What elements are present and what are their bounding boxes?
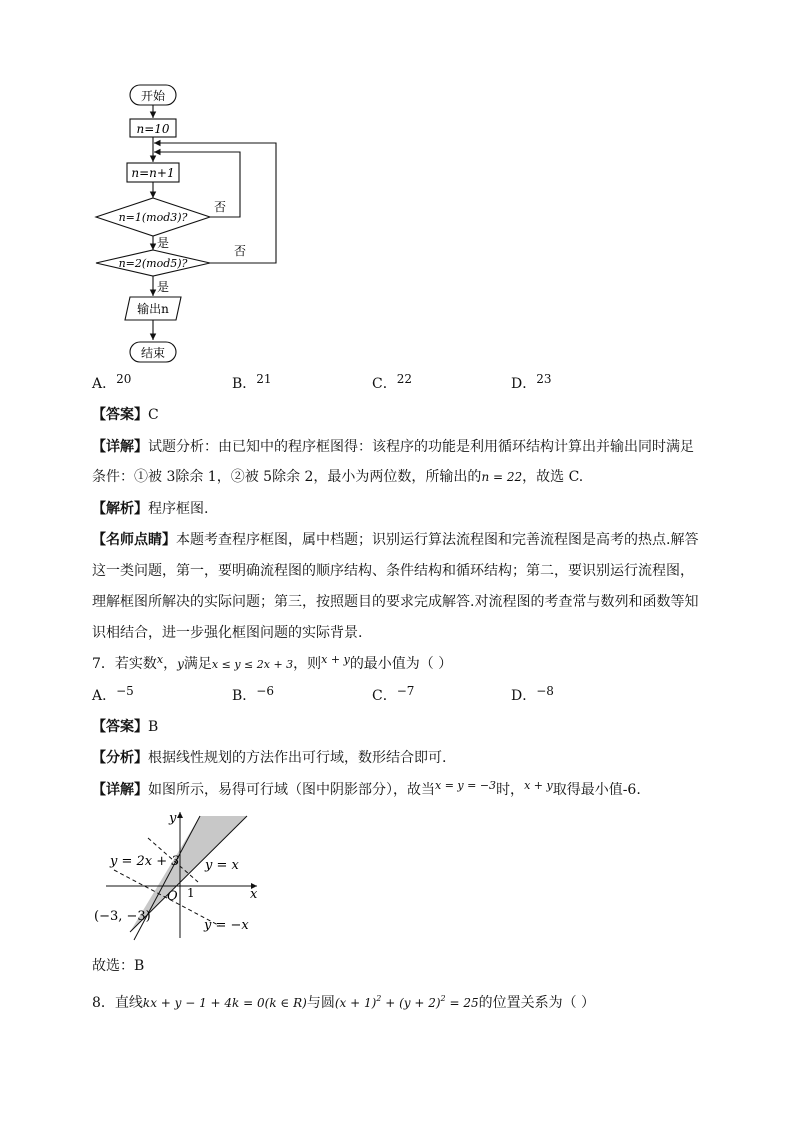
q6-analysis: 【解析】程序框图. bbox=[92, 501, 209, 517]
q7-detail: 【详解】如图所示，易得可行域（图中阴影部分），故当$^{x = y = -3}$时，$^{x + y}$取得最小值-6. bbox=[92, 779, 641, 798]
q7-answer: 【答案】B bbox=[92, 719, 159, 735]
q6-comment-line3: 理解框图所解决的实际问题；第三，按照题目的要求完成解答.对流程图的考查常与数列和函数等知 bbox=[92, 594, 699, 610]
flowchart-end-label: 结束 bbox=[140, 346, 166, 360]
q7-label-line1: y = 2x + 3 bbox=[110, 854, 180, 869]
q6-option-d: D．23 bbox=[511, 372, 552, 392]
q7-stem: 7．若实数$^x$，y满足x ≤ y ≤ 2x + 3，则$^{x + y}$的最小值为（ ） bbox=[92, 653, 453, 672]
q7-label-origin: O bbox=[167, 889, 178, 904]
flowchart-no2-label: 否 bbox=[234, 244, 247, 258]
q7-option-c: C．−7 bbox=[372, 684, 415, 704]
q6-option-b: B．21 bbox=[232, 372, 272, 392]
flowchart-step-label: n=n+1 bbox=[131, 166, 175, 180]
q7-label-y: y bbox=[169, 811, 177, 826]
q7-feasible-region-graph bbox=[92, 808, 262, 943]
q7-option-d: D．−8 bbox=[511, 684, 554, 704]
q6-comment-line1: 【名师点睛】本题考查程序框图，属中档题；识别运行算法流程图和完善流程图是高考的热点.解答 bbox=[92, 532, 699, 548]
flowchart-no1-label: 否 bbox=[214, 200, 227, 214]
q7-label-point: (−3, −3) bbox=[94, 909, 151, 924]
q7-conclusion: 故选：B bbox=[92, 958, 145, 974]
q6-detail-line1: 【详解】试题分析：由已知中的程序框图得：该程序的功能是利用循环结构计算出并输出同时满足 bbox=[92, 439, 694, 455]
q8-stem: 8．直线kx + y − 1 + 4k = 0(k ∈ R)与圆$(x + 1)^2 + (y + 2)^2 = 25$的位置关系为（ ） bbox=[92, 994, 596, 1011]
q6-option-a: A．20 bbox=[92, 372, 132, 392]
flowchart-yes2-label: 是 bbox=[157, 280, 170, 294]
q6-option-c: C．22 bbox=[372, 372, 412, 392]
q6-comment-line4: 识相结合，进一步强化框图问题的实际背景. bbox=[92, 625, 363, 641]
flowchart-init-label: n=10 bbox=[136, 122, 170, 136]
q7-label-line2: y = x bbox=[205, 858, 239, 873]
flowchart-cond2-label: n=2(mod5)? bbox=[118, 257, 188, 270]
q7-label-line3: y = −x bbox=[204, 918, 249, 933]
flowchart-output-label: 输出n bbox=[137, 302, 169, 316]
flowchart-cond1-label: n=1(mod3)? bbox=[118, 211, 188, 224]
flowchart-start-label: 开始 bbox=[140, 89, 166, 103]
flowchart-yes1-label: 是 bbox=[157, 236, 170, 250]
q7-analysis: 【分析】根据线性规划的方法作出可行域，数形结合即可. bbox=[92, 750, 447, 766]
q6-comment-line2: 这一类问题，第一，要明确流程图的顺序结构、条件结构和循环结构；第二，要识别运行流程图， bbox=[92, 563, 694, 579]
q7-option-b: B．−6 bbox=[232, 684, 274, 704]
q7-option-a: A．−5 bbox=[92, 684, 134, 704]
q6-answer: 【答案】C bbox=[92, 407, 159, 423]
q6-detail-line2: 条件：①被 3除余 1，②被 5除余 2，最小为两位数，所输出的n = 22，故选 C. bbox=[92, 469, 584, 485]
q7-label-one: 1 bbox=[187, 886, 195, 900]
flowchart bbox=[90, 80, 290, 370]
q7-label-x: x bbox=[250, 887, 258, 902]
